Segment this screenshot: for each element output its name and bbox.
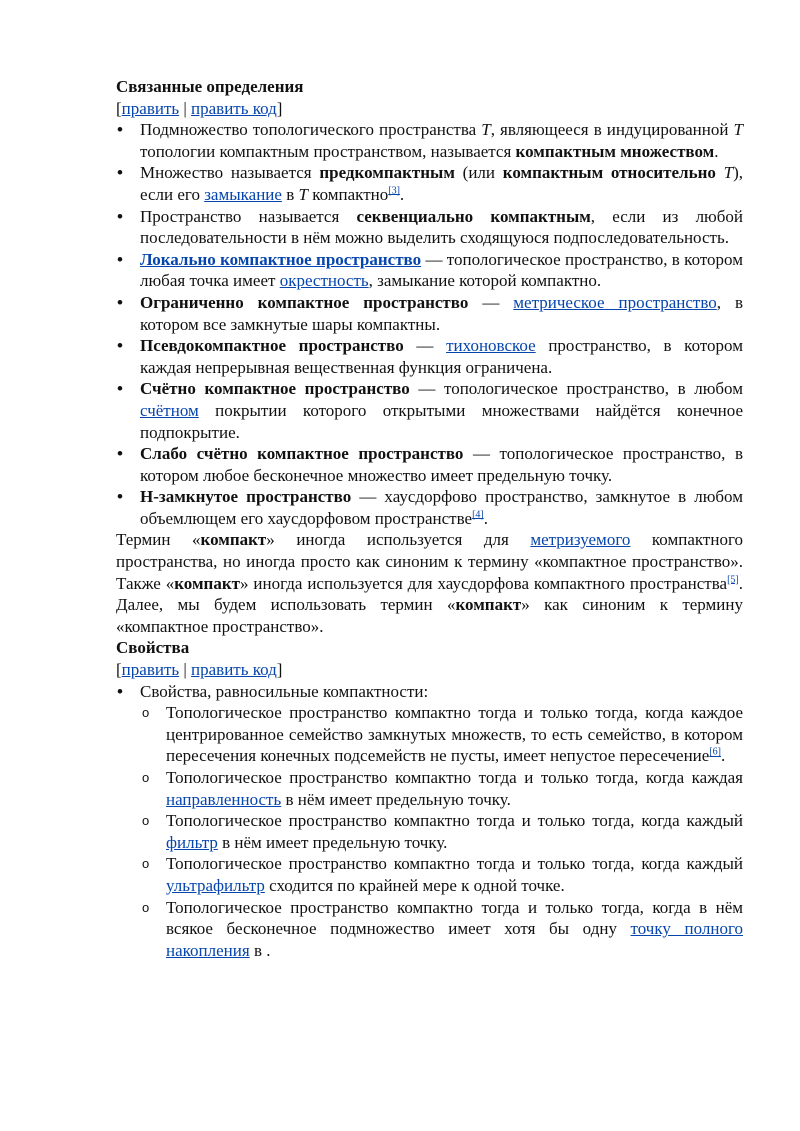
link-ultrafilter[interactable]: ультрафильтр	[166, 875, 265, 895]
term-paragraph: Термин «компакт» иногда используется для метризуемого компактного пространства, но иногда просто как синоним к термину «компактное пространство». Также «компакт» иногда используется для хаусдорфова компактного пространства[5]. Далее, мы будем использовать термин «компакт» как синоним к термину «компактное пространство».	[116, 530, 743, 636]
list-item: • Свойства, равносильные компактности: o Топологическое пространство компактно тогда и только тогда, когда каждое центрированное семейство замкнутых множеств, то есть семейство, в котором пересечения конечных подсемейств не пусты, имеет непустое пересечение[6]. o Топологическое пространство компактно тогда и только тогда, когда каждая направленность в нём имеет предельную точку. o Топологическое пространство компактно тогда и только тогда, когда каждый фильтр в нём имеет предельную точку. o Топологическое пространство компактно тогда и только тогда, когда каждый ультрафильтр сходится по крайней мере к одной точке. o Топологическое пространство компактно тогда и только тогда, когда в нём всякое бесконечное подмножество имеет хотя бы одну точку полного накопления в .	[116, 681, 743, 962]
link-metrizable[interactable]: метризуемого	[530, 530, 631, 550]
footnote-link[interactable]: [6]	[709, 746, 721, 758]
section-heading-properties: Свойства	[116, 638, 190, 658]
list-item: • Подмножество топологического пространства T, являющееся в индуцированной T топологии компактным пространством, называется компактным множеством.	[116, 119, 743, 162]
sub-list-item: o Топологическое пространство компактно тогда и только тогда, когда в нём всякое бесконечное подмножество имеет хотя бы одну точку полного накопления в .	[140, 897, 743, 962]
link-filter[interactable]: фильтр	[166, 832, 218, 852]
link-countable[interactable]: счётном	[140, 400, 199, 420]
sub-list-item: o Топологическое пространство компактно тогда и только тогда, когда каждый фильтр в нём имеет предельную точку.	[140, 810, 743, 853]
properties-list	[116, 681, 743, 962]
list-item: • Локально компактное пространство — топологическое пространство, в котором любая точка имеет окрестность, замыкание которой компактно.	[116, 249, 743, 292]
edit-link[interactable]: править	[121, 98, 180, 118]
link-locally-compact[interactable]: Локально компактное пространство	[140, 249, 422, 269]
link-neighborhood[interactable]: окрестность	[279, 271, 369, 291]
edit-code-link[interactable]: править код	[191, 98, 277, 118]
footnote-link[interactable]: [4]	[472, 509, 484, 521]
link-closure[interactable]: замыкание	[204, 184, 282, 204]
link-tychonoff[interactable]: тихоновское	[446, 336, 536, 356]
footnote-link[interactable]: [5]	[727, 574, 739, 585]
footnote-link[interactable]: [3]	[388, 185, 400, 197]
link-complete-accumulation-point[interactable]: точку полного накопления	[166, 919, 743, 960]
link-metric-space[interactable]: метрическое пространство	[513, 292, 717, 312]
list-item: • Ограниченно компактное пространство — метрическое пространство, в котором все замкнутые шары компактны.	[116, 292, 743, 335]
list-item: • H-замкнутое пространство — хаусдорфово пространство, замкнутое в любом объемлющем его хаусдорфовом пространстве[4].	[116, 486, 743, 529]
list-item: • Счётно компактное пространство — топологическое пространство, в любом счётном покрытии которого открытыми множествами найдётся конечное подпокрытие.	[116, 378, 743, 443]
link-net[interactable]: направленность	[166, 789, 282, 809]
equivalent-properties-list	[140, 702, 743, 961]
edit-link[interactable]: править	[121, 660, 180, 680]
list-item: • Слабо счётно компактное пространство — топологическое пространство, в котором любое бесконечное множество имеет предельную точку.	[116, 443, 743, 486]
edit-links-related: [править | править код]	[116, 98, 283, 118]
sub-list-item: o Топологическое пространство компактно тогда и только тогда, когда каждая направленность в нём имеет предельную точку.	[140, 767, 743, 810]
edit-links-properties: [править | править код]	[116, 660, 283, 680]
related-definitions-list	[116, 119, 743, 529]
list-item: • Псевдокомпактное пространство — тихоновское пространство, в котором каждая непрерывная вещественная функция ограничена.	[116, 335, 743, 378]
section-heading-related: Связанные определения	[116, 77, 304, 96]
sub-list-item: o Топологическое пространство компактно тогда и только тогда, когда каждый ультрафильтр сходится по крайней мере к одной точке.	[140, 853, 743, 896]
article-page	[116, 76, 743, 961]
list-item: • Множество называется предкомпактным (или компактным относительно T), если его замыкание в T компактно[3].	[116, 162, 743, 205]
list-item: • Пространство называется секвенциально компактным, если из любой последовательности в нём можно выделить сходящуюся подпоследовательность.	[116, 206, 743, 249]
edit-code-link[interactable]: править код	[191, 660, 277, 680]
sub-list-item: o Топологическое пространство компактно тогда и только тогда, когда каждое центрированное семейство замкнутых множеств, то есть семейство, в котором пересечения конечных подсемейств не пусты, имеет непустое пересечение[6].	[140, 702, 743, 767]
